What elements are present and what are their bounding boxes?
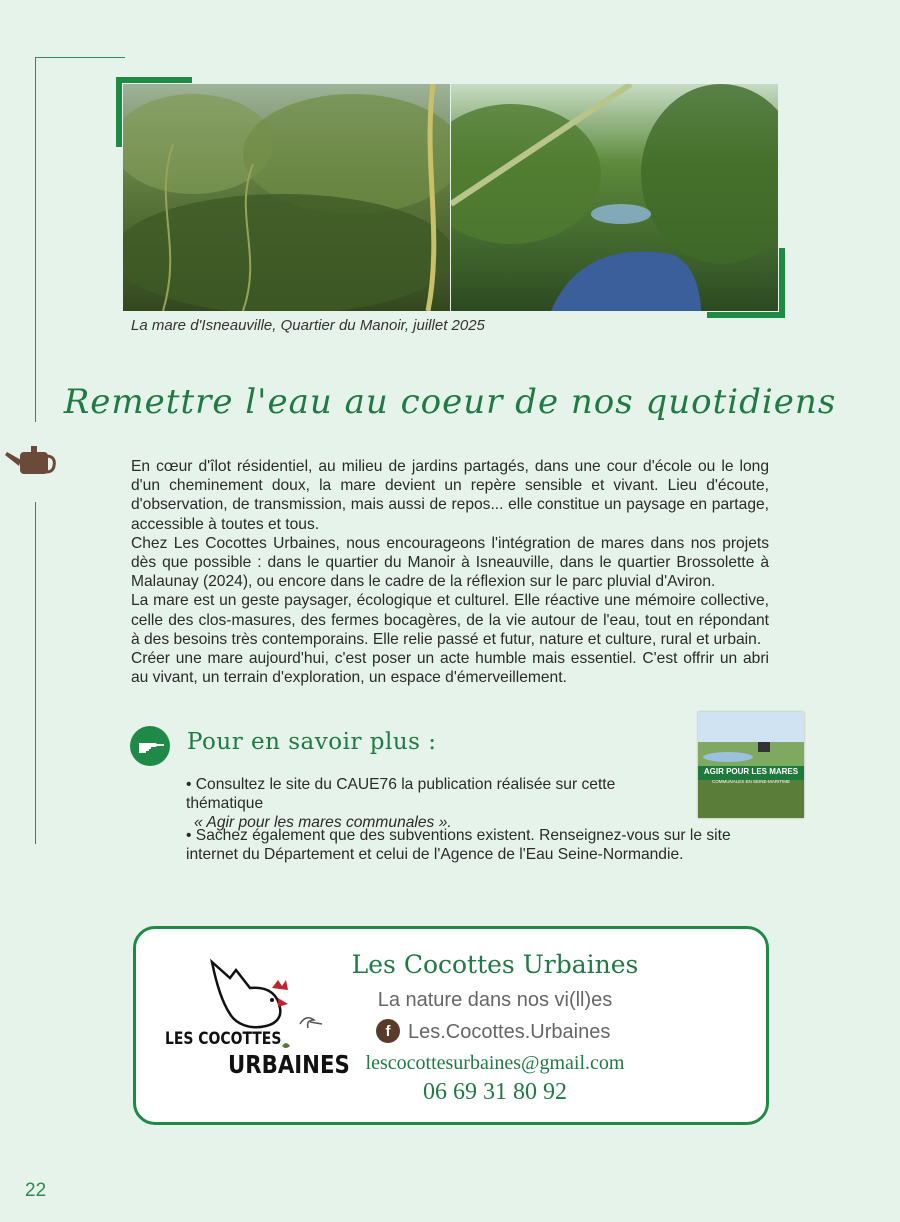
frame-line-left — [35, 57, 36, 422]
more-info-bullet — [186, 775, 696, 832]
logo-text: LES COCOTTES — [165, 1029, 282, 1049]
more-info-bullet: • Sachez également que des subventions existent. Renseignez-vous sur le site internet du Département et celui de l'Agence de l'Eau Seine-Normandie. — [186, 827, 731, 863]
paragraph: Chez Les Cocottes Urbaines, nous encourageons l'intégration de mares dans nos projets dès que possible : dans le quartier du Manoir à Isneauville, dans le quartier Brossolette à Malaunay (2024), ou encore dans le cadre de la réflexion sur le parc pluvial d'Aviron. — [131, 534, 769, 591]
facebook-icon: f — [376, 1019, 400, 1043]
pond-photo-left — [123, 84, 450, 311]
paragraph: Créer une mare aujourd'hui, c'est poser un acte humble mais essentiel. C'est offrir un abri au vivant, un terrain d'exploration, un espace d'émerveillement. — [131, 650, 769, 687]
email-link[interactable]: lescocottesurbaines@gmail.com — [365, 1052, 625, 1074]
section-title: Remettre l'eau au coeur de nos quotidiens — [63, 382, 837, 422]
publication-link[interactable]: « Agir pour les mares communales ». — [194, 814, 452, 831]
facebook-handle: Les.Cocottes.Urbaines — [408, 1021, 611, 1043]
cover-subtitle: COMMUNALES EN SEINE-MARITIME — [711, 779, 790, 784]
page-number: 22 — [25, 1180, 47, 1201]
cover-title: AGIR POUR LES MARES — [703, 767, 799, 776]
watering-can-icon — [4, 440, 56, 480]
photo-caption: La mare d'Isneauville, Quartier du Manoir, juillet 2025 — [131, 317, 485, 334]
publication-cover[interactable] — [698, 712, 804, 818]
body-text — [131, 457, 769, 687]
bullet-text: • Consultez le site du CAUE76 la publication réalisée sur cette thématique — [186, 776, 616, 812]
organization-name: Les Cocottes Urbaines — [351, 950, 639, 979]
paragraph: La mare est un geste paysager, écologique et culturel. Elle réactive une mémoire collective, celle des clos-masures, des fermes bocagères, de la vie autour de l'eau, tout en répondant à des besoins très contemporains. Elle relie passé et futur, nature et culture, rural et urbain. — [131, 592, 769, 648]
paragraph: En cœur d'îlot résidentiel, au milieu de jardins partagés, dans une cour d'école ou le long d'un cheminement doux, la mare devient un repère sensible et vivant. Lieu d'écoute, d'observation, de transmission, mais aussi de repos... elle constitue un paysage en partage, accessible à toutes et tous. — [131, 458, 769, 533]
photo-frame-corner — [707, 248, 785, 318]
more-info-title: Pour en savoir plus : — [187, 729, 437, 755]
frame-line-top — [35, 57, 125, 58]
logo-text: URBAINES — [228, 1050, 350, 1079]
facebook-link[interactable] — [376, 1019, 610, 1044]
pointing-hand-icon — [130, 726, 170, 766]
phone-number: 06 69 31 80 92 — [423, 1079, 567, 1105]
frame-line-left — [35, 502, 36, 844]
tagline: La nature dans nos vi(ll)es — [377, 989, 613, 1011]
photo-strip — [123, 84, 778, 311]
